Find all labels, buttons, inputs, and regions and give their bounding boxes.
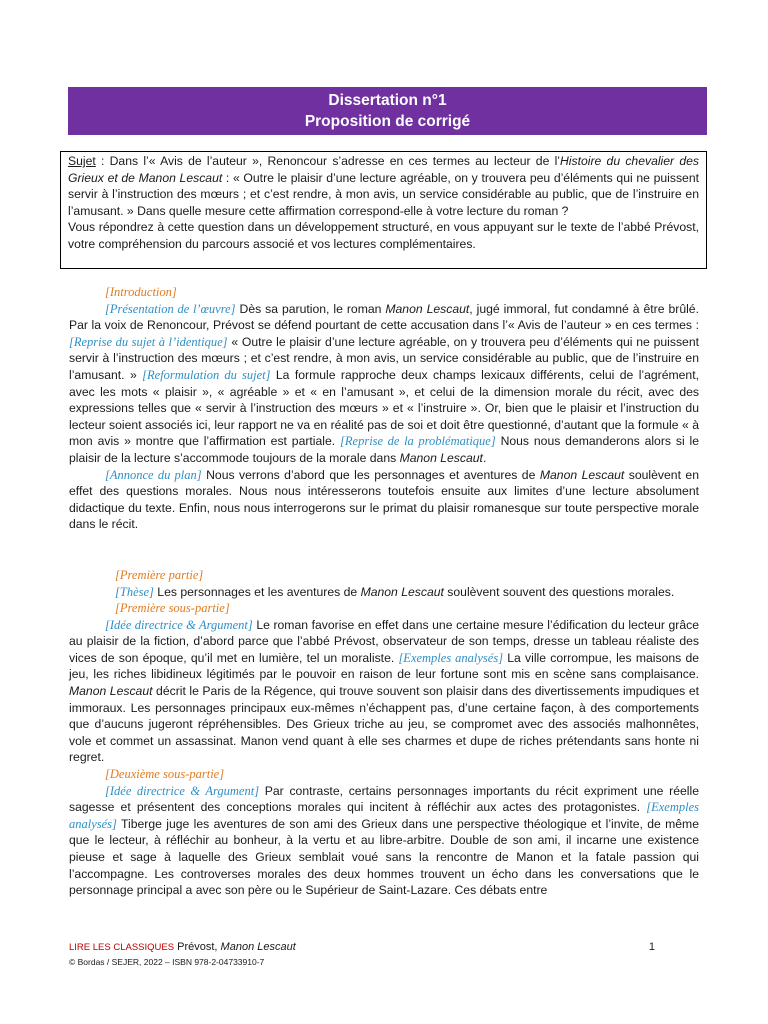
text-run: , jugé immoral, fut condamné à être brûlé. Par la voix de Renoncour, Prévost se défend pourtant de cette accusation dans l’« Avis de l’auteur » en ces termes : (69, 301, 699, 333)
text-run: Le roman favorise en effet dans une certaine mesure l’édification du lecteur grâce au plaisir de la fiction, d’abord parce que l’abbé Prévost, observateur de son temps, dresse un tableau réaliste des vices de son époque, qu’il met en lumière, tel un moraliste. (69, 617, 699, 665)
subject-label: Sujet (68, 154, 96, 168)
page-title: Dissertation n°1 (328, 92, 447, 109)
tag-idee-directrice: [Idée directrice & Argument] (105, 617, 253, 632)
subject-box (60, 151, 707, 269)
text-run: La formule rapproche deux champs lexicaux différents, celui de l’agrément, avec les mots « plaisir », « agréable » et « en l’amusant », et celui de la dimension morale du récit, avec des expressions telles que « servir à l’instruction des mœurs » et « l’instruire ». Or, bien que le plaisir et l’instruction du lecteur soient associés ici, leur rapport ne va en réalité pas de soi et doit être questionné, d’autant que la formule « à mon avis » montre que l’affirmation est partiale. (69, 367, 699, 449)
tag-idee-directrice: [Idée directrice & Argument] (105, 783, 260, 798)
title-banner (68, 87, 707, 135)
book-title: Manon Lescaut (399, 450, 483, 465)
book-title: Manon Lescaut (385, 301, 470, 316)
essay-body (69, 284, 699, 899)
text-run: soulèvent en effet des questions morales. Nous nous intéresserons toutefois ensuite aux limites d’une lecture absolument didactique du texte. Enfin, nous nous interrogerons sur le primat du plaisir romanesque sur toute perspective morale dans le récit. (69, 467, 699, 532)
book-title: Manon Lescaut (69, 684, 153, 699)
intro-heading: [Introduction] (105, 285, 177, 299)
copyright: © Bordas / SEJER, 2022 – ISBN 978-2-04733910-7 (69, 957, 265, 967)
subject-instruction: Vous répondrez à cette question dans un développement structuré, en vous appuyant sur le texte de l’abbé Prévost, votre compréhension du parcours associé et vos lectures complémentaires. (68, 220, 699, 251)
tag-these: [Thèse] (115, 584, 154, 599)
tag-presentation: [Présentation de l’œuvre] (105, 301, 236, 316)
text-run: Les personnages et les aventures de (153, 584, 361, 599)
sub2-paragraph (69, 783, 699, 899)
footer-author: Prévost, (174, 941, 221, 953)
subject-book-title: Histoire du chevalier des Grieux et de Manon Lescaut (68, 154, 699, 185)
page-footer (69, 940, 689, 969)
text-run: Par contraste, certains personnages importants du récit expriment une réelle sagesse et présentent des conceptions morales qui incitent à réfléchir aux actes des protagonistes. (69, 783, 699, 815)
tag-exemples: [Exemples analysés] (398, 650, 504, 665)
part1-these (69, 584, 699, 601)
page-number: 1 (648, 941, 655, 953)
text-run: Dès sa parution, le roman (235, 301, 386, 316)
book-title: Manon Lescaut (539, 467, 625, 482)
text-run: Nous nous demanderons alors si le plaisir de la lecture s’accommode toujours de la morale dans (69, 434, 699, 465)
sub1-heading: [Première sous-partie] (115, 601, 230, 616)
subject-text: : « Outre le plaisir d’une lecture agréable, on y trouvera peu d’éléments qui ne puissent servir à l’instruction des mœurs ; et c’est rendre, à mon avis, un service considérable au public, que de l’instruire en l’amusant. » Dans quelle mesure cette affirmation correspond-elle à votre lecture du roman ? (68, 170, 699, 218)
intro-paragraph-1 (69, 301, 699, 467)
tag-exemples: [Exemples analysés] (69, 800, 699, 831)
tag-annonce-plan: [Annonce du plan] (105, 467, 202, 482)
text-run: Nous verrons d’abord que les personnages et aventures de (201, 467, 540, 482)
section-gap (69, 533, 699, 567)
intro-paragraph-2 (69, 467, 699, 533)
tag-problematique: [Reprise de la problématique] (340, 434, 496, 449)
text-run: La ville corrompue, les maisons de jeu, les riches libidineux légitimés par le pouvoir en raison de leur fortune sont mis en scène sans complaisance. (69, 650, 699, 682)
part1-heading: [Première partie] (115, 567, 204, 582)
subject-intro: : Dans l’« Avis de l’auteur », Renoncour s’adresse en ces termes au lecteur de l’ (95, 154, 560, 168)
text-run: décrit le Paris de la Régence, qui trouve souvent son plaisir dans des divertissements impudiques et immoraux. Les personnages principaux eux-mêmes n’échappent pas, d’une certaine façon, à des comportements que d’aucuns jugeront répréhensibles. Des Grieux triche au jeu, se compromet avec des associés malhonnêtes, vole et commet un assassinat. Manon vend quant à elle ses charmes et dupe de riches prétendants sans honte ni regret. (69, 684, 699, 765)
text-run: Tiberge juge les aventures de son ami des Grieux dans une perspective théologique et l’invite, de même que le lecteur, à réfléchir au bonheur, à la vertu et au libre-arbitre. Double de son ami, il incarne une existence pieuse et sage à laquelle des Grieux semblait voué sans la rencontre de Manon et la fatale passion qui l’accompagne. Les controverses morales des deux hommes trouvent un écho dans les conversations que le personnage principal a avec son père ou le Supérieur de Saint-Lazare. Ces débats entre (69, 816, 699, 898)
sub1-paragraph (69, 617, 699, 766)
tag-reformulation: [Reformulation du sujet] (142, 367, 271, 382)
text-run: « Outre le plaisir d’une lecture agréable, on y trouvera peu d’éléments qui ne puissent servir à l’instruction des mœurs ; et c’est rendre, à mon avis, un service considérable au public, que de l’instruire en l’amusant. » (69, 334, 699, 382)
text-run: soulèvent souvent des questions morales. (443, 584, 675, 599)
footer-book-title: Manon Lescaut (220, 941, 296, 953)
text-run: . (482, 450, 487, 465)
book-title: Manon Lescaut (360, 584, 444, 599)
sub2-heading: [Deuxième sous-partie] (105, 767, 225, 782)
collection-name: LIRE LES CLASSIQUES (69, 942, 175, 953)
page-subtitle: Proposition de corrigé (304, 113, 471, 130)
tag-reprise-sujet: [Reprise du sujet à l’identique] (69, 334, 228, 349)
